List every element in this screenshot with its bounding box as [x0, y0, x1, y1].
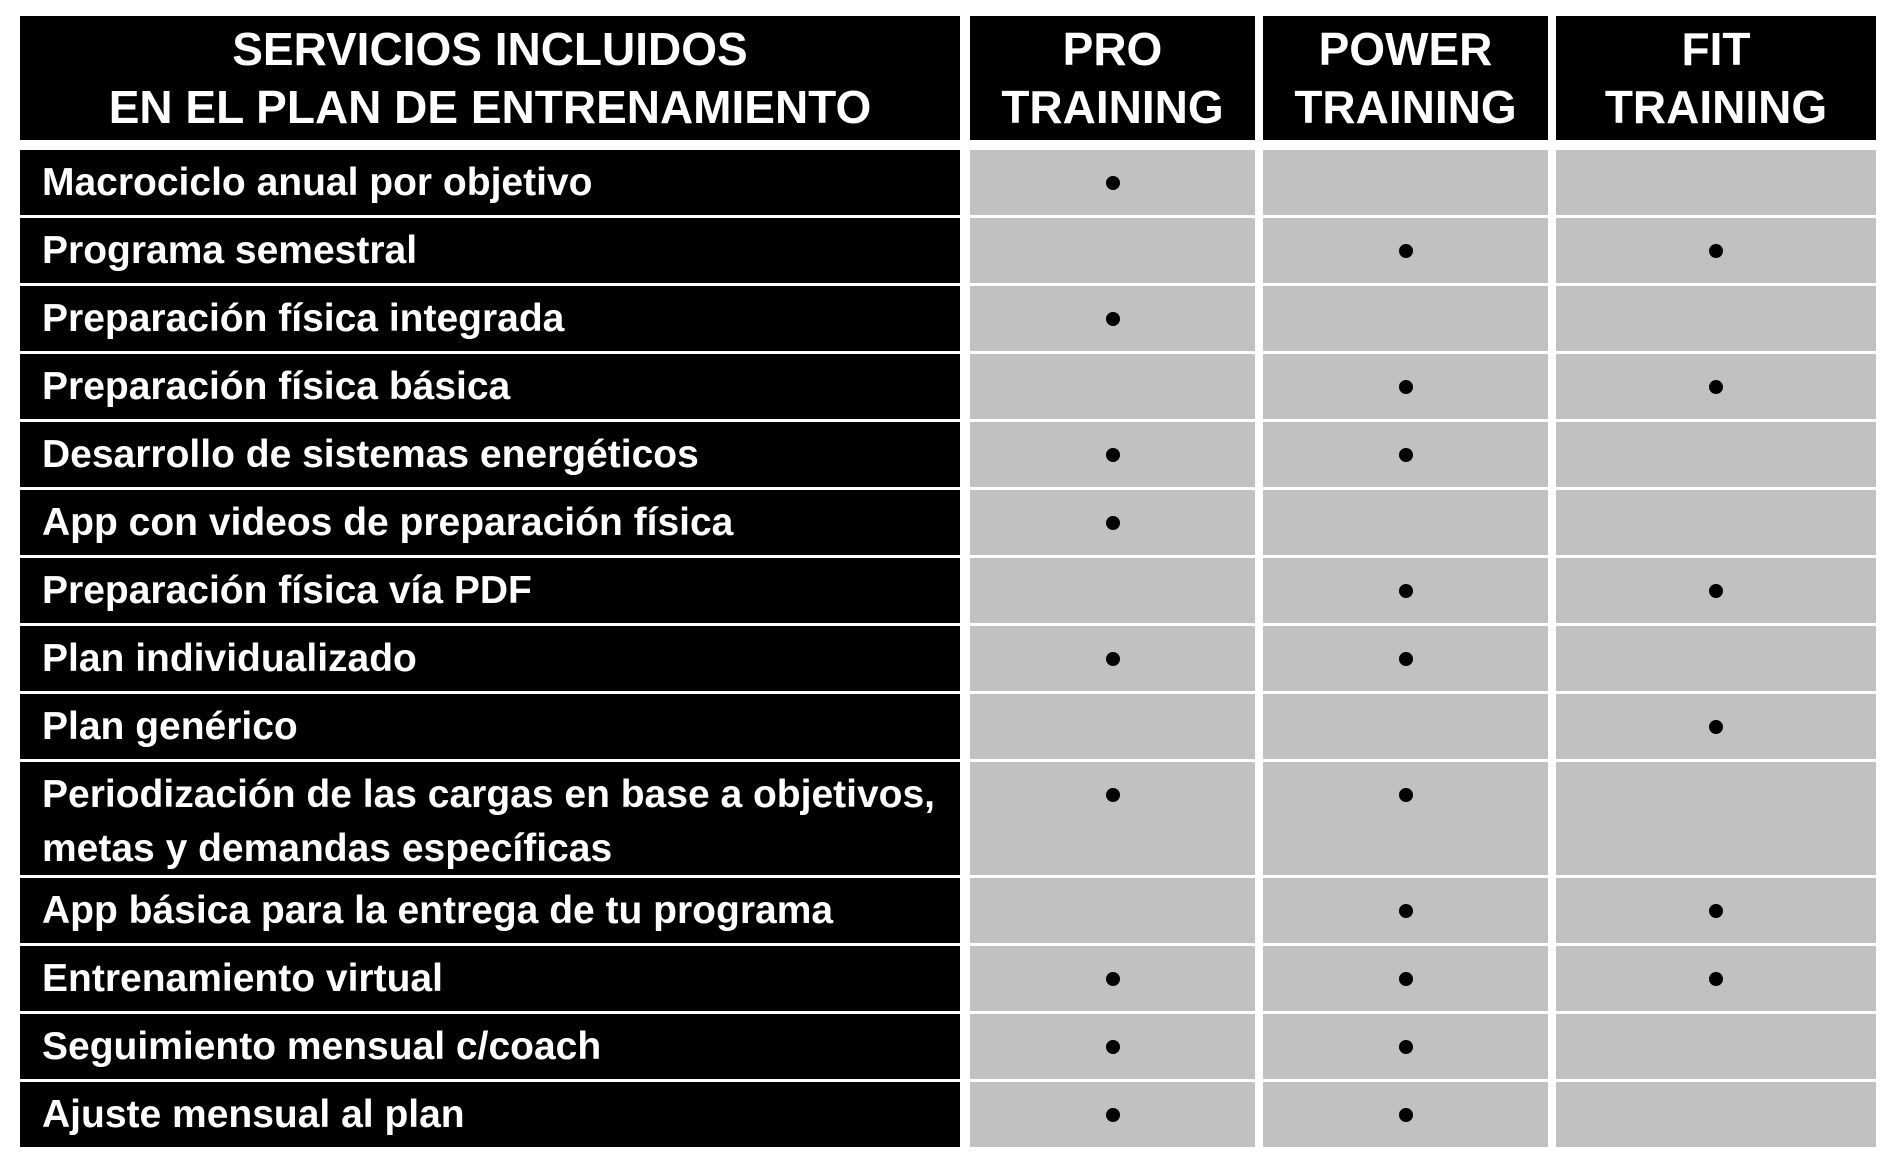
service-label-text: Preparación física integrada: [42, 297, 565, 340]
header-pro-line2: TRAINING: [1001, 81, 1224, 133]
bullet-dot-icon: [1399, 1108, 1413, 1122]
cell-fit-training: [1556, 626, 1876, 694]
cell-pro-training: [970, 694, 1255, 762]
table-row: [20, 694, 1876, 762]
cell-power-training: [1263, 354, 1548, 422]
bullet-dot-icon: [1709, 720, 1723, 734]
bullet-dot-icon: [1106, 312, 1120, 326]
bullet-dot-icon: [1399, 584, 1413, 598]
header-fit-line2: TRAINING: [1604, 81, 1828, 133]
bullet-dot-icon: [1709, 904, 1723, 918]
service-label-text: App básica para la entrega de tu programa: [42, 889, 834, 932]
service-label-line2: metas y demandas específicas: [42, 827, 613, 870]
table-row: [20, 354, 1876, 422]
service-label: [20, 946, 960, 1014]
table-header: [20, 16, 1876, 140]
bullet-dot-icon: [1399, 380, 1413, 394]
service-label-text: Programa semestral: [42, 229, 418, 272]
table-row: [20, 422, 1876, 490]
header-power-line2: TRAINING: [1294, 81, 1517, 133]
service-label-text: Preparación física vía PDF: [42, 569, 532, 612]
header-pro-line1: PRO: [1062, 23, 1163, 75]
service-label: [20, 558, 960, 626]
header-power-line1: POWER: [1318, 23, 1493, 75]
table-row: [20, 626, 1876, 694]
service-label: [20, 286, 960, 354]
service-label-text: Entrenamiento virtual: [42, 957, 443, 1000]
comparison-table: [20, 16, 1876, 1150]
bullet-dot-icon: [1399, 652, 1413, 666]
cell-pro-training: [970, 1014, 1255, 1082]
bullet-dot-icon: [1399, 1040, 1413, 1054]
service-label-text: Ajuste mensual al plan: [42, 1093, 465, 1136]
cell-power-training: [1263, 762, 1548, 878]
cell-pro-training: [970, 762, 1255, 878]
table-row: [20, 946, 1876, 1014]
cell-pro-training: [970, 946, 1255, 1014]
bullet-dot-icon: [1106, 448, 1120, 462]
service-label: [20, 150, 960, 218]
service-label-line1: Periodización de las cargas en base a objetivos,: [42, 773, 936, 816]
cell-power-training: [1263, 286, 1548, 354]
cell-pro-training: [970, 218, 1255, 286]
service-label: [20, 354, 960, 422]
cell-power-training: [1263, 694, 1548, 762]
service-label-text: Macrociclo anual por objetivo: [42, 161, 593, 204]
bullet-dot-icon: [1106, 176, 1120, 190]
cell-pro-training: [970, 1082, 1255, 1150]
table-body: [20, 150, 1876, 1150]
cell-fit-training: [1556, 218, 1876, 286]
header-power-training: [1263, 16, 1548, 140]
table-row: [20, 286, 1876, 354]
table-row: [20, 490, 1876, 558]
bullet-dot-icon: [1709, 244, 1723, 258]
service-label-text: App con videos de preparación física: [42, 501, 734, 544]
cell-fit-training: [1556, 946, 1876, 1014]
cell-power-training: [1263, 946, 1548, 1014]
table-row: [20, 150, 1876, 218]
bullet-dot-icon: [1399, 904, 1413, 918]
cell-power-training: [1263, 878, 1548, 946]
cell-pro-training: [970, 490, 1255, 558]
bullet-dot-icon: [1106, 972, 1120, 986]
header-services-line2: EN EL PLAN DE ENTRENAMIENTO: [108, 81, 872, 133]
cell-fit-training: [1556, 286, 1876, 354]
bullet-dot-icon: [1106, 1040, 1120, 1054]
service-label: [20, 218, 960, 286]
service-label-text: Plan genérico: [42, 705, 298, 748]
service-label: [20, 1082, 960, 1150]
table-row: [20, 1082, 1876, 1150]
cell-power-training: [1263, 150, 1548, 218]
table-row: [20, 762, 1876, 878]
cell-pro-training: [970, 878, 1255, 946]
cell-power-training: [1263, 1082, 1548, 1150]
bullet-dot-icon: [1106, 516, 1120, 530]
header-services-line1: SERVICIOS INCLUIDOS: [232, 23, 748, 75]
service-label: [20, 762, 960, 878]
service-label: [20, 490, 960, 558]
cell-power-training: [1263, 490, 1548, 558]
header-fit-line1: FIT: [1681, 23, 1751, 75]
bullet-dot-icon: [1399, 244, 1413, 258]
table-row: [20, 218, 1876, 286]
cell-pro-training: [970, 558, 1255, 626]
service-label-text: Seguimiento mensual c/coach: [42, 1025, 602, 1068]
bullet-dot-icon: [1709, 972, 1723, 986]
header-fit-training: [1556, 16, 1876, 140]
header-services: [20, 16, 960, 140]
cell-power-training: [1263, 626, 1548, 694]
cell-fit-training: [1556, 878, 1876, 946]
service-label-text: Desarrollo de sistemas energéticos: [42, 433, 699, 476]
header-pro-training: [970, 16, 1255, 140]
service-label-text: Preparación física básica: [42, 365, 511, 408]
bullet-dot-icon: [1709, 584, 1723, 598]
table-row: [20, 1014, 1876, 1082]
cell-fit-training: [1556, 490, 1876, 558]
bullet-dot-icon: [1106, 1108, 1120, 1122]
cell-fit-training: [1556, 1014, 1876, 1082]
service-label-text: Plan individualizado: [42, 637, 417, 680]
table-row: [20, 558, 1876, 626]
service-label: [20, 422, 960, 490]
cell-fit-training: [1556, 694, 1876, 762]
service-label: [20, 1014, 960, 1082]
bullet-dot-icon: [1399, 972, 1413, 986]
cell-pro-training: [970, 286, 1255, 354]
cell-pro-training: [970, 150, 1255, 218]
cell-fit-training: [1556, 422, 1876, 490]
service-label: [20, 878, 960, 946]
cell-pro-training: [970, 422, 1255, 490]
bullet-dot-icon: [1399, 448, 1413, 462]
cell-power-training: [1263, 1014, 1548, 1082]
cell-pro-training: [970, 626, 1255, 694]
bullet-dot-icon: [1709, 380, 1723, 394]
cell-power-training: [1263, 422, 1548, 490]
service-label: [20, 626, 960, 694]
cell-fit-training: [1556, 150, 1876, 218]
cell-fit-training: [1556, 558, 1876, 626]
table-row: [20, 878, 1876, 946]
cell-fit-training: [1556, 762, 1876, 878]
service-label: [20, 694, 960, 762]
cell-fit-training: [1556, 354, 1876, 422]
bullet-dot-icon: [1106, 652, 1120, 666]
cell-pro-training: [970, 354, 1255, 422]
bullet-dot-icon: [1106, 788, 1120, 802]
cell-power-training: [1263, 558, 1548, 626]
bullet-dot-icon: [1399, 788, 1413, 802]
cell-power-training: [1263, 218, 1548, 286]
cell-fit-training: [1556, 1082, 1876, 1150]
